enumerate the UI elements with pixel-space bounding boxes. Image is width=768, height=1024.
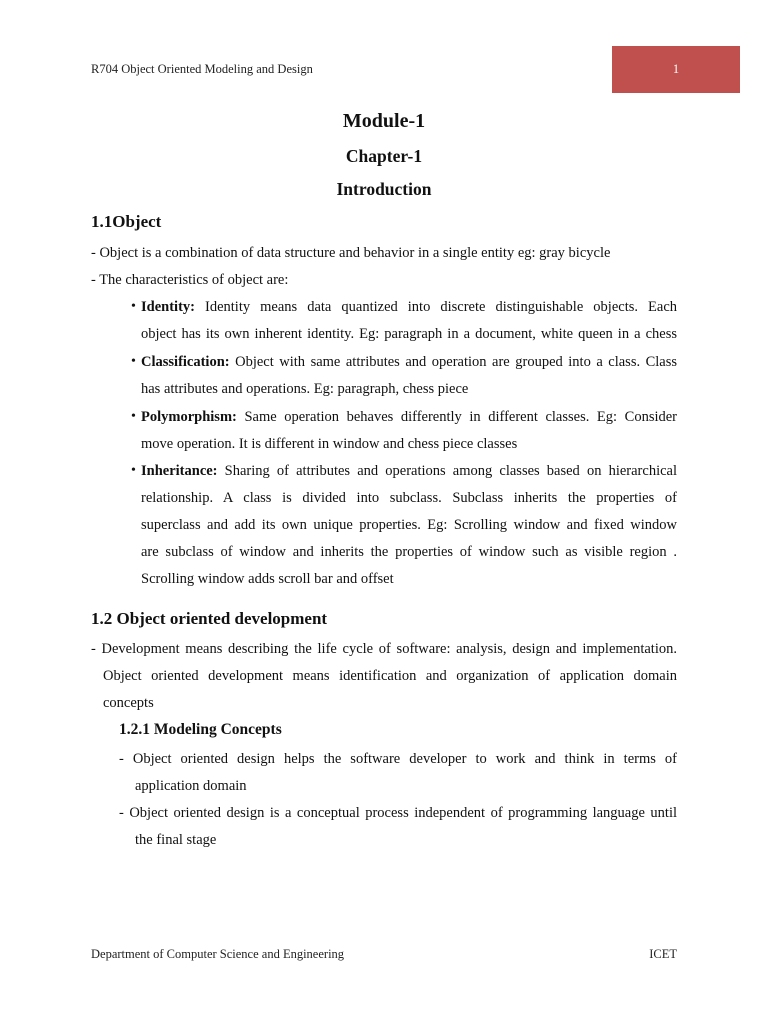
list-item-text: are subclass of window and inherits the properties of window such as visible region . — [141, 544, 677, 560]
term-identity: Identity: — [141, 299, 195, 315]
list-item-text: superclass and add its own unique properties. Eg: Scrolling window and fixed window — [141, 517, 677, 533]
section-1-2-heading: 1.2 Object oriented development — [91, 609, 328, 628]
paragraph: application domain — [135, 778, 247, 794]
list-item-identity — [141, 298, 677, 316]
paragraph: - Object is a combination of data structure and behavior in a single entity eg: gray bicycle — [91, 245, 611, 261]
paragraph: concepts — [103, 695, 154, 711]
list-item-text: has attributes and operations. Eg: paragraph, chess piece — [141, 381, 469, 397]
chapter-heading: Chapter-1 — [345, 146, 423, 166]
term-inheritance: Inheritance: — [141, 463, 218, 479]
bullet-dot-icon: • — [131, 463, 136, 478]
list-item-polymorphism — [141, 408, 677, 426]
list-item-text: Scrolling window adds scroll bar and offset — [141, 571, 394, 587]
paragraph: - Object oriented design helps the software developer to work and think in terms of — [119, 751, 677, 767]
list-item-classification — [141, 353, 677, 371]
bullet-dot-icon: • — [131, 354, 136, 369]
bullet-dot-icon: • — [131, 299, 136, 314]
paragraph: - Object oriented design is a conceptual process independent of programming language until — [119, 805, 677, 821]
paragraph: - The characteristics of object are: — [91, 272, 289, 288]
list-item-text: Sharing of attributes and operations among classes based on hierarchical — [224, 463, 677, 479]
list-item-text: relationship. A class is divided into subclass. Subclass inherits the properties of — [141, 490, 677, 506]
footer-institution: ICET — [649, 947, 677, 961]
page-number: 1 — [672, 62, 680, 76]
list-item-text: Same operation behaves differently in different classes. Eg: Consider — [244, 409, 678, 425]
list-item-text: object has its own inherent identity. Eg: paragraph in a document, white queen in a chess — [141, 326, 677, 342]
paragraph: - Development means describing the life cycle of software: analysis, design and implementation. — [91, 641, 677, 657]
module-heading: Module-1 — [342, 110, 426, 132]
term-polymorphism: Polymorphism: — [141, 409, 237, 425]
term-classification: Classification: — [141, 354, 230, 370]
section-1-1-title: Object — [112, 212, 162, 231]
list-item-text: move operation. It is different in window and chess piece classes — [141, 436, 518, 452]
paragraph: the final stage — [135, 832, 217, 848]
list-item-text: Object with same attributes and operation are grouped into a class. Class — [235, 354, 678, 370]
section-1-1-heading — [91, 212, 161, 232]
paragraph: Object oriented development means identification and organization of application domain — [103, 668, 677, 684]
page-number-badge — [612, 46, 740, 93]
list-item-text: Identity means data quantized into discrete distinguishable objects. Each — [205, 299, 678, 315]
footer-department: Department of Computer Science and Engineering — [91, 947, 345, 961]
header-title: R704 Object Oriented Modeling and Design — [91, 62, 313, 76]
bullet-dot-icon: • — [131, 409, 136, 424]
introduction-heading: Introduction — [336, 179, 432, 199]
subsection-1-2-1-heading: 1.2.1 Modeling Concepts — [119, 721, 282, 738]
list-item-inheritance — [141, 462, 677, 480]
section-1-1-number: 1.1 — [91, 212, 113, 231]
